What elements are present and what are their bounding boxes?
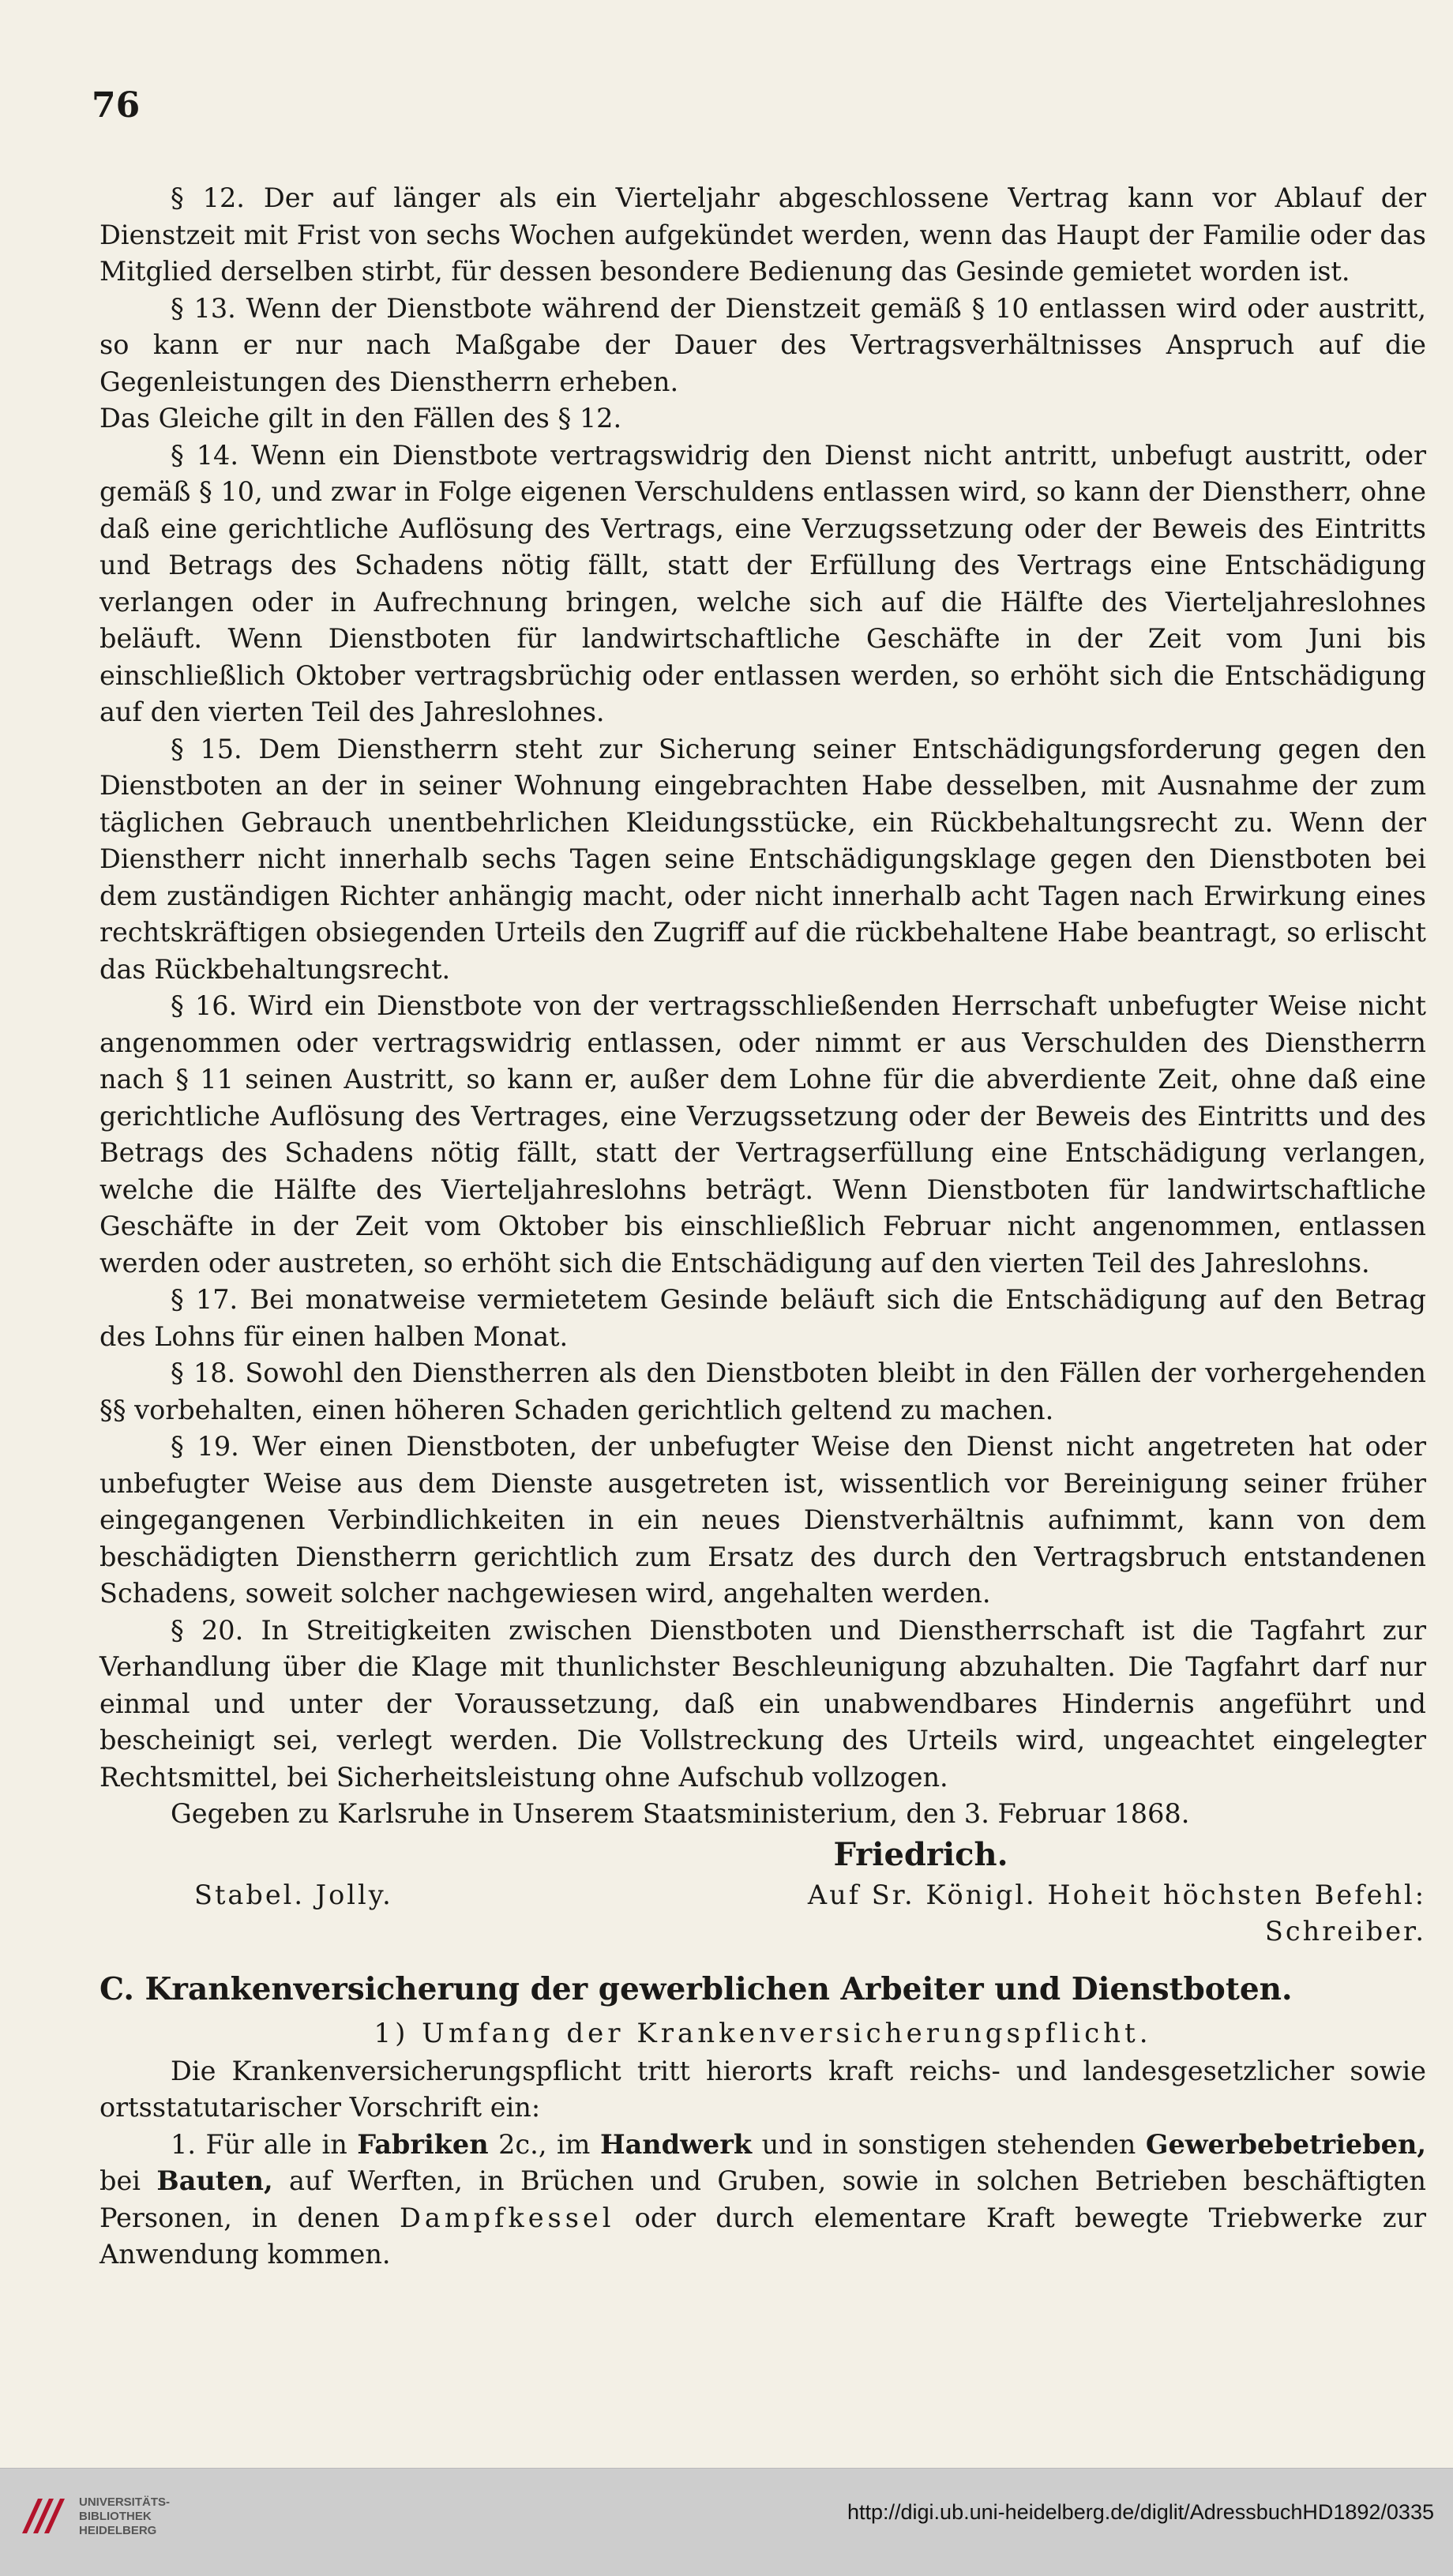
section-c-subheading: 1) Umfang der Krankenversicherungspflicht. [374, 2017, 1152, 2049]
body-text [99, 180, 1426, 2274]
logo-line: HEIDELBERG [79, 2524, 157, 2537]
paragraph-18: § 18. Sowohl den Dienstherren als den Dienstboten bleibt in den Fällen der vorhergehenden §§ vorbehalten, einen höheren Schaden gerichtlich geltend zu machen. [99, 1357, 1426, 1425]
item1-bold-fabriken: Fabriken [357, 2128, 489, 2160]
paragraph-19: § 19. Wer einen Dienstboten, der unbefugter Weise den Dienst nicht angetreten hat oder unbefugter Weise aus dem Dienste ausgetreten ist, wissentlich vor Bereinigung seiner früher eingegangenen Verbindlichkeiten in ein neues Dienstverhältnis aufnimmt, kann von dem beschädigten Dienstherrn gerichtlich zum Ersatz des durch den Vertragsbruch entstandenen Schadens, soweit solcher nachgewiesen wird, angehalten werden. [99, 1431, 1426, 1609]
signature-row [99, 1877, 1426, 1951]
signature-right-line2: Schreiber. [1264, 1916, 1426, 1947]
signature-right [808, 1877, 1426, 1951]
item1-bold-gewerbebetrieben: Gewerbebetrieben, [1145, 2128, 1426, 2160]
library-logo-icon [17, 2491, 68, 2541]
footer-bar [0, 2468, 1453, 2576]
paragraph-17: § 17. Bei monatweise vermietetem Gesinde beläuft sich die Entschädigung auf den Betrag des Lohns für einen halben Monat. [99, 1284, 1426, 1352]
item1-mid1: 2c., im [488, 2128, 600, 2160]
paragraph-15: § 15. Dem Dienstherrn steht zur Sicherung seiner Entschädigungsforderung gegen den Dienstboten an der in seiner Wohnung eingebrachten Habe desselben, mit Ausnahme der zum täglichen Gebrauch unentbehrlichen Kleidungsstücke, ein Rückbehaltungsrecht zu. Wenn der Dienstherr nicht innerhalb sechs Tagen seine Entschädigungsklage gegen den Dienstboten bei dem zuständigen Richter anhängig macht, oder nicht innerhalb acht Tagen nach Erwirkung eines rechtskräftigen obsiegenden Urteils den Zugriff auf die rückbehaltene Habe beantragt, so erlischt das Rückbehaltungsrecht. [99, 733, 1426, 985]
paragraph-14: § 14. Wenn ein Dienstbote vertragswidrig den Dienst nicht antritt, unbefugt austritt, oder gemäß § 10, und zwar in Folge eigenen Verschuldens entlassen wird, so kann der Dienstherr, ohne daß eine gerichtliche Auflösung des Vertrags, eine Verzugssetzung oder der Beweis des Eintritts und Betrags des Schadens nötig fällt, statt der Erfüllung des Vertrags eine Entschädigung verlangen oder in Aufrechnung bringen, welche sich auf die Hälfte des Vierteljahreslohnes beläuft. Wenn Dienstboten für landwirtschaftliche Geschäfte in der Zeit vom Juni bis einschließlich Oktober vertragsbrüchig oder entlassen werden, so erhöht sich die Entschädigung auf den vierten Teil des Jahreslohnes. [99, 439, 1426, 727]
closing-line: Gegeben zu Karlsruhe in Unserem Staatsministerium, den 3. Februar 1868. [171, 1798, 1190, 1829]
item1-post: oder durch elementare Kraft bewegte Triebwerke zur Anwendung kommen. [99, 2202, 1427, 2270]
signature-left: Stabel. Jolly. [194, 1879, 393, 1910]
item1-mid2: und in sonstigen stehenden [752, 2128, 1146, 2160]
item1-pre: 1. Für alle in [171, 2128, 358, 2160]
item1-mid3: bei [99, 2165, 157, 2196]
library-logo-text [79, 2495, 170, 2538]
section-c-item-1 [99, 2127, 1426, 2274]
section-c-heading: C. Krankenversicherung der gewerblichen Arbeiter und Dienstboten. [99, 1970, 1293, 2007]
paragraph-12: § 12. Der auf länger als ein Vierteljahr abgeschlossene Vertrag kann vor Ablauf der Dienstzeit mit Frist von sechs Wochen aufgekündet werden, wenn das Haupt der Familie oder das Mitglied derselben stirbt, für dessen besondere Bedienung das Gesinde gemietet worden ist. [99, 182, 1426, 287]
logo-line: BIBLIOTHEK [79, 2510, 152, 2523]
logo-line: UNIVERSITÄTS- [79, 2495, 171, 2509]
section-c-intro: Die Krankenversicherungspflicht tritt hierorts kraft reichs- und landesgesetzlicher sowie ortsstatutarischer Vorschrift ein: [99, 2055, 1426, 2123]
item1-spaced-dampfkessel: Dampfkessel [399, 2202, 615, 2233]
paragraph-13-note: Das Gleiche gilt in den Fällen des § 12. [99, 403, 622, 434]
page-number: 76 [92, 85, 141, 126]
paragraph-16: § 16. Wird ein Dienstbote von der vertragsschließenden Herrschaft unbefugter Weise nicht angenommen oder vertragswidrig entlassen, oder nimmt er aus Verschulden des Dienstherrn nach § 11 seinen Austritt, so kann er, außer dem Lohne für die abverdiente Zeit, ohne daß eine gerichtliche Auflösung des Vertrages, eine Verzugssetzung oder der Beweis des Eintritts und des Betrags des Schadens nötig fällt, statt der Vertragserfüllung eine Entschädigung verlangen, welche die Hälfte des Vierteljahreslohns beträgt. Wenn Dienstboten für landwirtschaftliche Geschäfte in der Zeit vom Oktober bis einschließlich Februar nicht angenommen, entlassen werden oder austreten, so erhöht sich die Entschädigung auf den vierten Teil des Jahreslohns. [99, 990, 1426, 1279]
paragraph-13: § 13. Wenn der Dienstbote während der Dienstzeit gemäß § 10 entlassen wird oder austritt, so kann er nur nach Maßgabe der Dauer des Vertragsverhältnisses Anspruch auf die Gegenleistungen des Dienstherrn erheben. [99, 292, 1426, 397]
item1-bold-handwerk: Handwerk [599, 2128, 753, 2160]
signature-name: Friedrich. [833, 1835, 1008, 1873]
signature-right-line1: Auf Sr. Königl. Hoheit höchsten Befehl: [807, 1879, 1426, 1910]
item1-bold-bauten: Bauten, [156, 2165, 273, 2196]
source-url-link[interactable]: http://digi.ub.uni-heidelberg.de/diglit/AdressbuchHD1892/0335 [847, 2500, 1434, 2524]
item1-mid4: auf Werften, in Brüchen und Gruben, sowie in solchen Betrieben beschäftigten Personen, in denen [99, 2165, 1427, 2233]
paragraph-20: § 20. In Streitigkeiten zwischen Dienstboten und Dienstherrschaft ist die Tagfahrt zur Verhandlung über die Klage mit thunlichster Beschleunigung abzuhalten. Die Tagfahrt darf nur einmal und unter der Voraussetzung, daß ein unabwendbares Hindernis angeführt und bescheinigt sei, verlegt werden. Die Vollstreckung des Urteils wird, ungeachtet eingelegter Rechtsmittel, bei Sicherheitsleistung ohne Aufschub vollzogen. [99, 1614, 1426, 1793]
